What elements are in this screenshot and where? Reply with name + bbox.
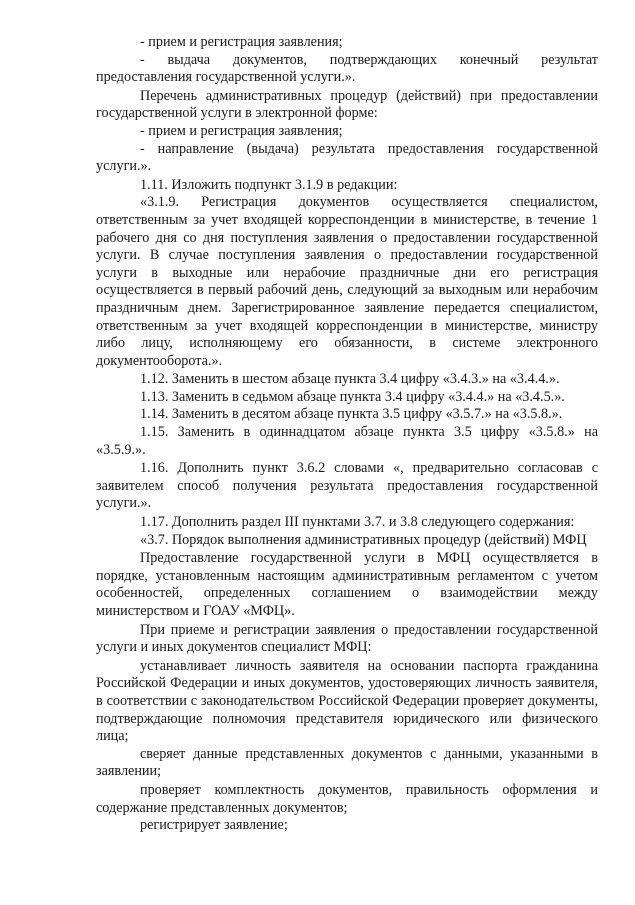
paragraph: 1.17. Дополнить раздел III пунктами 3.7. и 3.8 следующего содержания: bbox=[140, 514, 575, 531]
paragraph: регистрирует заявление; bbox=[140, 817, 288, 834]
paragraph: Перечень административных процедур (действий) при предоставлении государственной услуги в электронной форме: bbox=[96, 87, 598, 122]
paragraph: 1.12. Заменить в шестом абзаце пункта 3.4 цифру «3.4.3.» на «3.4.4.». bbox=[140, 371, 560, 388]
paragraph: - прием и регистрация заявления; bbox=[140, 34, 343, 50]
paragraph: При приеме и регистрации заявления о предоставлении государственной услуги и иных документов специалист МФЦ: bbox=[96, 621, 598, 656]
paragraph: 1.15. Заменить в одиннадцатом абзаце пункта 3.5 цифру «3.5.8.» на «3.5.9.». bbox=[96, 424, 598, 458]
paragraph: «3.7. Порядок выполнения административных процедур (действий) МФЦ bbox=[140, 531, 587, 548]
paragraph: - прием и регистрация заявления; bbox=[140, 122, 343, 139]
paragraph: «3.1.9. Регистрация документов осуществляется специалистом, ответственным за учет входящей корреспонденции в министерстве, в течение 1 рабочего дня со дня поступления заявления о предоставлении государственной услуги. В случае поступления заявления о предоставлении государственной услуги в выходные или нерабочие праздничные дни его регистрация осуществляется в первый рабочий день, следующий за выходным или нерабочим праздничным днем. Зарегистрированное заявление передается специалистом, ответственным за учет входящей корреспонденции в министерстве, министру либо лицу, исполняющему его обязанности, в системе электронного документооборота.». bbox=[96, 194, 598, 369]
document-page bbox=[96, 34, 598, 835]
paragraph: проверяет комплектность документов, правильность оформления и содержание представленных документов; bbox=[96, 781, 598, 816]
paragraph: - направление (выдача) результата предоставления государственной услуги.». bbox=[96, 140, 598, 175]
paragraph: 1.13. Заменить в седьмом абзаце пункта 3.4 цифру «3.4.4.» на «3.4.5.». bbox=[140, 388, 565, 405]
paragraph: 1.11. Изложить подпункт 3.1.9 в редакции: bbox=[140, 176, 398, 193]
paragraph: сверяет данные представленных документов с данными, указанными в заявлении; bbox=[96, 745, 598, 780]
paragraph: Предоставление государственной услуги в МФЦ осуществляется в порядке, установленным настоящим административным регламентом с учетом особенностей, определенных соглашением о взаимодействии между министерством и ГОАУ «МФЦ». bbox=[96, 550, 598, 619]
paragraph: устанавливает личность заявителя на основании паспорта гражданина Российской Федерации и иных документов, удостоверяющих личность заявителя, в соответствии с законодательством Российской Федерации проверяет документы, подтверждающие полномочия представителя юридического или физического лица; bbox=[96, 657, 598, 745]
paragraph: 1.14. Заменить в десятом абзаце пункта 3.5 цифру «3.5.7.» на «3.5.8.». bbox=[140, 406, 563, 423]
paragraph: - выдача документов, подтверждающих конечный результат предоставления государственной услуги.». bbox=[96, 51, 598, 86]
paragraph: 1.16. Дополнить пункт 3.6.2 словами «, предварительно согласовав с заявителем способ получения результата предоставления государственной услуги.». bbox=[96, 460, 598, 512]
